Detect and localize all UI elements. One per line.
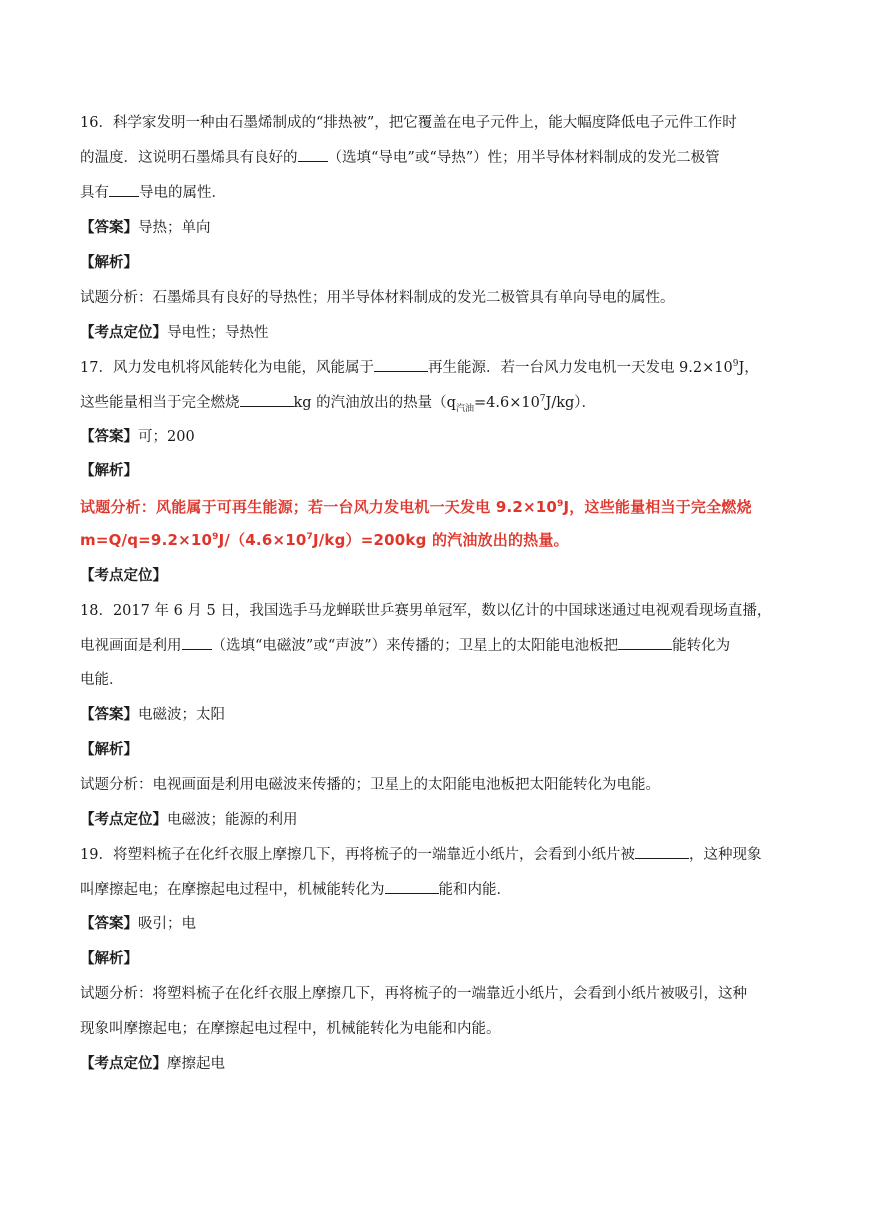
- q19-answer: [80, 914, 795, 934]
- analysis-tag: 【解析】: [80, 254, 138, 271]
- kp-text: 导电性；导热性: [167, 325, 269, 341]
- exponent: 9: [557, 499, 564, 509]
- answer-blank: [109, 183, 139, 197]
- q18-stem-line-1: [80, 601, 795, 621]
- answer-blank: [635, 845, 689, 859]
- answer-text: 导热；单向: [138, 220, 211, 236]
- analysis-text: 试题分析：将塑料梳子在化纤衣服上摩擦几下，再将梳子的一端靠近小纸片，会看到小纸片被吸引，这种: [80, 986, 747, 1002]
- q16-analysis-tag: [80, 253, 795, 273]
- q19-stem-line-1: [80, 845, 795, 865]
- q17-knowledge-point: [80, 566, 795, 586]
- answer-tag: 【答案】: [80, 428, 138, 445]
- q16-stem-line-1: [80, 113, 795, 133]
- q19-stem-line-2: [80, 880, 795, 900]
- q16-text: （选填“导电”或“导热”）性；用半导体材料制成的发光二极管: [327, 150, 720, 166]
- q18-stem-line-2: [80, 636, 795, 656]
- kp-tag: 【考点定位】: [80, 1055, 167, 1072]
- answer-blank: [182, 636, 212, 650]
- q16-text: 的温度．这说明石墨烯具有良好的: [80, 150, 298, 166]
- answer-text: 电磁波；太阳: [138, 707, 225, 723]
- q17-text: 17．风力发电机将风能转化为电能，风能属于: [80, 360, 374, 376]
- q18-analysis: [80, 775, 795, 795]
- q19-analysis-tag: [80, 949, 795, 969]
- q18-answer: [80, 705, 795, 725]
- q18-text: 电能．: [80, 672, 124, 688]
- analysis-text: 试题分析：石墨烯具有良好的导热性；用半导体材料制成的发光二极管具有单向导电的属性。: [80, 290, 675, 306]
- answer-blank: [385, 880, 439, 894]
- q19-text: 19．将塑料梳子在化纤衣服上摩擦几下，再将梳子的一端靠近小纸片，会看到小纸片被: [80, 847, 635, 863]
- q17-text: J/kg）．: [545, 395, 597, 411]
- answer-blank: [618, 636, 672, 650]
- q16-analysis: [80, 288, 795, 308]
- q17-analysis-red-line-2: [80, 530, 795, 550]
- q17-analysis-red-line-1: [80, 497, 795, 517]
- q18-text: （选填“电磁波”或“声波”）来传播的；卫星上的太阳能电池板把: [211, 638, 619, 654]
- q17-text: 再生能源．若一台风力发电机一天发电 9.2×10: [427, 360, 733, 376]
- q19-analysis-line-1: [80, 984, 795, 1004]
- answer-blank: [374, 358, 428, 372]
- kp-tag: 【考点定位】: [80, 567, 167, 584]
- q17-text: 这些能量相当于完全燃烧: [80, 395, 240, 411]
- q17-stem-line-1: [80, 358, 795, 378]
- answer-text: 可；200: [138, 429, 195, 445]
- analysis-text: J/kg）=200kg 的汽油放出的热量。: [312, 531, 569, 549]
- q19-analysis-line-2: [80, 1019, 795, 1039]
- q18-stem-line-3: [80, 670, 795, 690]
- q16-knowledge-point: [80, 323, 795, 343]
- analysis-text: m=Q/q=9.2×10: [80, 531, 213, 549]
- q19-text: ，这种现象: [688, 847, 762, 863]
- kp-tag: 【考点定位】: [80, 324, 167, 341]
- q18-knowledge-point: [80, 810, 795, 830]
- analysis-text: 现象叫摩擦起电；在摩擦起电过程中，机械能转化为电能和内能。: [80, 1021, 501, 1037]
- answer-tag: 【答案】: [80, 915, 138, 932]
- q18-text: 能转化为: [672, 638, 731, 654]
- exponent: 7: [306, 532, 313, 542]
- q16-stem-line-2: [80, 148, 795, 168]
- q17-text: kg 的汽油放出的热量（q: [293, 395, 456, 411]
- q19-text: 叫摩擦起电；在摩擦起电过程中，机械能转化为: [80, 882, 385, 898]
- answer-text: 吸引；电: [138, 916, 196, 932]
- q16-answer: [80, 218, 795, 238]
- q19-knowledge-point: [80, 1054, 795, 1074]
- kp-text: 摩擦起电: [167, 1056, 225, 1072]
- q18-text: 18．2017 年 6 月 5 日，我国选手马龙蝉联世乒赛男单冠军，数以亿计的中国球迷通过电视观看现场直播，: [80, 603, 772, 619]
- answer-tag: 【答案】: [80, 706, 138, 723]
- exponent: 9: [212, 532, 219, 542]
- q18-text: 电视画面是利用: [80, 638, 182, 654]
- analysis-text: 试题分析：风能属于可再生能源；若一台风力发电机一天发电 9.2×10: [80, 498, 558, 516]
- analysis-tag: 【解析】: [80, 462, 138, 479]
- answer-blank: [240, 393, 294, 407]
- q17-text: J，: [738, 360, 759, 376]
- analysis-text: J，这些能量相当于完全燃烧: [563, 498, 752, 516]
- q17-analysis-tag: [80, 461, 795, 481]
- exponent: 9: [732, 359, 739, 370]
- q17-answer: [80, 427, 795, 447]
- analysis-tag: 【解析】: [80, 741, 138, 758]
- q19-text: 能和内能．: [438, 882, 511, 898]
- answer-tag: 【答案】: [80, 219, 138, 236]
- kp-tag: 【考点定位】: [80, 811, 167, 828]
- q16-text: 导电的属性．: [139, 185, 226, 201]
- q17-stem-line-2: [80, 393, 795, 413]
- exponent: 7: [539, 394, 546, 405]
- q18-analysis-tag: [80, 740, 795, 760]
- analysis-text: 试题分析：电视画面是利用电磁波来传播的；卫星上的太阳能电池板把太阳能转化为电能。: [80, 777, 660, 793]
- kp-text: 电磁波；能源的利用: [167, 812, 298, 828]
- q16-text: 具有: [80, 185, 109, 201]
- analysis-text: J/（4.6×10: [218, 531, 307, 549]
- q16-text: 16．科学家发明一种由石墨烯制成的“排热被”，把它覆盖在电子元件上，能大幅度降低电子元件工作时: [80, 115, 737, 131]
- q16-stem-line-3: [80, 183, 795, 203]
- subscript: 汽油: [455, 403, 474, 413]
- q17-text: =4.6×10: [473, 395, 540, 411]
- answer-blank: [298, 148, 328, 162]
- analysis-tag: 【解析】: [80, 950, 138, 967]
